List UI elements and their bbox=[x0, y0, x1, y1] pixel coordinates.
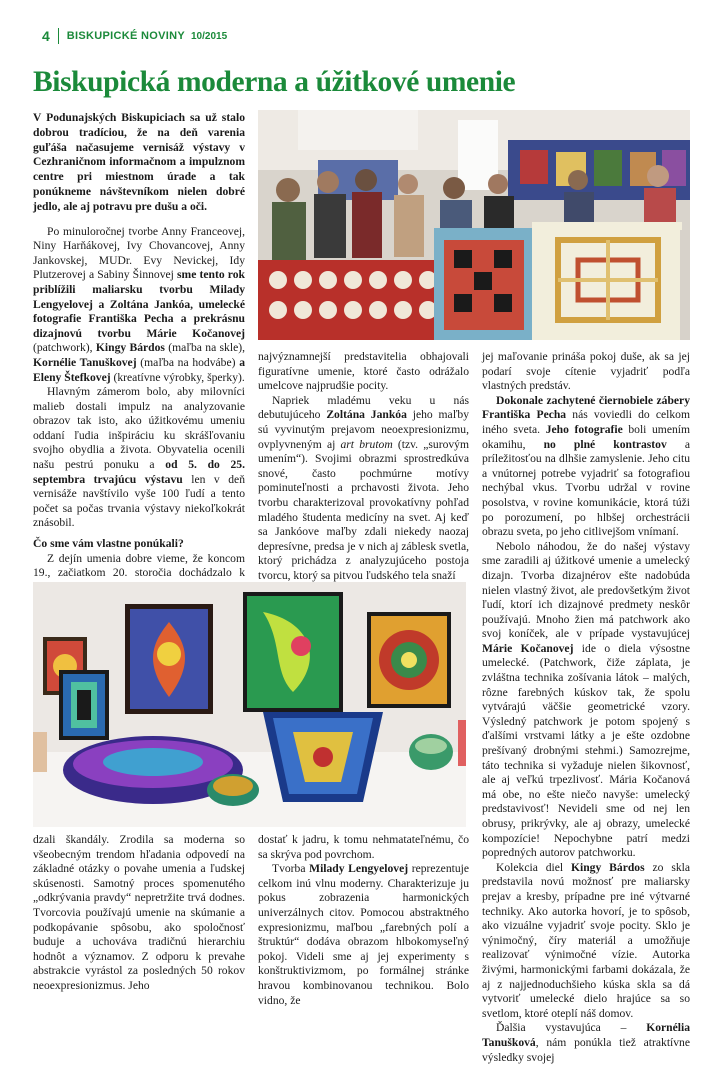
paragraph: Napriek mladému veku u nás debutujúceho Zoltána Jankóa jeho maľby sú vyvinutým prejavom neoexpresionizmu, ovplyvneným aj art brutom (tzv. „surovým umením“). Svojimi obrazmi sprostredkúva snové, často pochmúrne motívy pominuteľnosti a prchavosti života. Jeho tvorbu charakterizoval provokatívny pohľad mladého študenta medicíny na svet. Aj keď sa Jankóove maľby zdali niekedy naozaj depresívne, predsa je v nich aj záblesk svetla, ktorý prichádza z analyzujúceho postoja tvorcu, ktorý sa pitvou ľudského tela snaží bbox=[258, 393, 469, 582]
page-number: 4 bbox=[42, 28, 50, 44]
paragraph: Nebolo náhodou, že do našej výstavy sme zaradili aj úžitkové umenie a umelecký dizajn. Tvorba dizajnérov ešte nadobúda nielen vlastný život, ale predovšetkým život ľudí, ktorí ich dizajnové predmety neskôr používajú. Mnoho žien má patchwork ako svoj koníček, ale v prípade vystavujúcej Márie Kočanovej ide o diela výsostne umelecké. (Patchwork, čiže záplata, je zvláštna technika zošívania látok – malých, rôzne farebných kúskov tak, že spolu vytvárajú väčšie geometrické vzory. Výsledný patchwork je potom spojený s ďalšími vrstvami látky a je ešte ozdobne prešívaný drobnými stehmi.) Samozrejme, táto technika si vyžaduje nielen šikovnosť, ale aj veľkú trpezlivosť. Mária Kočanová má obe, no ešte niečo navyše: umelecký predstavivosť! Nevideli sme od nej len obrusy, prikrývky, ale aj obrazy, umelecké kompozície! Nepochybne patrí medzi popredných autorov patchworku. bbox=[482, 539, 690, 860]
column-1-continued bbox=[33, 833, 245, 994]
column-3 bbox=[482, 350, 690, 1065]
paragraph: najvýznamnejší predstavitelia obhajovali figuratívne umenie, ktoré často odrážalo umelcove najprudšie pocity. bbox=[258, 350, 469, 393]
lead-paragraph: V Podunajských Biskupiciach sa už stalo dobrou tradíciou, že na deň varenia guľáša načasujeme vernisáž výstavy v Cezhraničnom informačnom a impulznom centre pri miestnom úrade a tak ponúkneme návštevníkom nielen dobré jedlo, ale aj potravu pre dušu a oči. bbox=[33, 111, 245, 213]
paragraph: dostať k jadru, k tomu nehmatateľnému, čo sa skrýva pod povrchom. bbox=[258, 833, 469, 861]
paragraph: Z dejín umenia dobre vieme, že koncom 19., začiatkom 20. storočia dochádzalo k bbox=[33, 551, 245, 580]
paragraph: Ďalšia vystavujúca – Kornélia Tanušková, nám ponúkla tiež atraktívne výsledky svojej bbox=[482, 1021, 690, 1064]
article-title: Biskupická moderna a úžitkové umenie bbox=[33, 66, 516, 98]
page-header bbox=[42, 26, 227, 46]
paragraph: Po minuloročnej tvorbe Anny Franceovej, Niny Harňákovej, Ivy Chovancovej, Anny Jankovskej, MUDr. Evy Nevickej, Idy Plutzerovej a Sabiny Šinnovej sme tento rok priblížili maliarsku tvorbu Milady Lengyelovej a Zoltána Jankóa, umelecké fotografie Františka Pecha a prekrásnu dizajnovú tvorbu Márie Kočanovej (patchwork), Kingy Bárdos (maľba na skle), Kornélie Tanuškovej (maľba na hodvábe) a Eleny Štefkovej (kreatívne výrobky, šperky). bbox=[33, 224, 245, 384]
paragraph: jej maľovanie prináša pokoj duše, ak sa jej podarí svoje cítenie vyjadriť podľa vlastných predstáv. bbox=[482, 350, 690, 393]
paragraph: Hlavným zámerom bolo, aby milovníci malieb dostali impulz na analyzovanie obrazov tak isto, ako úžitkovému umeniu oddaní ľudia inšpiráciu ku skrášľovaniu svojho obydlia a života. Obyvatelia ocenili našu pestrú ponuku a od 5. do 25. septembra trvajúcu výstavu len v deň vernisáže navštívilo vyše 100 ľudí a tento počet sa počas trvania výstavy niekoľkokrát znásobil. bbox=[33, 385, 246, 530]
column-1 bbox=[33, 111, 245, 595]
paragraph: Tvorba Milady Lengyelovej reprezentuje celkom inú vlnu moderny. Charakterizuje ju pokus zobrazenia harmonických univerzálnych citov. Pomocou abstraktného expresionizmu, maľbou „farebných polí a štruktúr“ dodáva obrazom hlbokomyseľný pokoj. Videli sme aj jej experimenty s konštruktivizmom, po formálnej stránke hravou kombinovanou technikou. Bolo vidno, že bbox=[258, 862, 469, 1007]
header-divider bbox=[58, 28, 59, 44]
exhibition-photo bbox=[258, 110, 690, 340]
paragraph: Dokonale zachytené čiernobiele zábery Františka Pecha nás voviedli do celkom iného sveta. Jeho fotografie boli umením okamihu, no plné kontrastov a príležitosťou na dlhšie zamyslenie. Jeho citu a vnútornej potrebe vyjadriť sa fotografiou nechýbal vkus. Tvorbu udržal v rovine posolstva, v rovine komunikácie, ktorá túži po porozumení, po hlbšej orchestrácii obrazu sveta, po jeho citlivejšom vnímaní. bbox=[482, 393, 690, 539]
column-2 bbox=[258, 350, 469, 584]
issue-number: 10/2015 bbox=[190, 30, 228, 42]
subheading: Čo sme vám vlastne ponúkali? bbox=[33, 537, 184, 551]
paragraph: dzali škandály. Zrodila sa moderna so všeobecným trendom hľadania odpovedí na základné otázky o povahe umenia a ľudskej skúsenosti. Samotný proces spomenutého „odkrývania pravdy“ nepretržite trvá dodnes. Tvorcovia používajú umenie na skúmanie a podkopávanie spôsobu, ako spoločnosť buduje a uchováva tradičnú hierarchiu hodnôt a významov. Z odporu k prevahe abstrakcie vyrástol za posledných 50 rokov neoexpresionizmus. Jeho bbox=[33, 833, 245, 992]
column-2-continued bbox=[258, 833, 469, 1008]
publication-name: BISKUPICKÉ NOVINY bbox=[66, 30, 185, 42]
paragraph: Kolekcia diel Kingy Bárdos zo skla predstavila novú možnosť pre maliarsky prejav a kresby, prípadne pre iné výtvarné techniky. Ako autorka hovorí, je to spôsob, ako vizuálne vyjadriť svoje pocity. Sklo je výnimočný, číry materiál a umožňuje realizovať výnimočné vízie. Autorka živými, harmonickými farbami dokázala, že aj z najjednoduchšieho kúska skla sa dá vytvoriť umelecké dielo hrajúce sa so svetlom, ktoré oteplí náš domov. bbox=[482, 860, 690, 1020]
glass-art-photo bbox=[33, 582, 466, 827]
